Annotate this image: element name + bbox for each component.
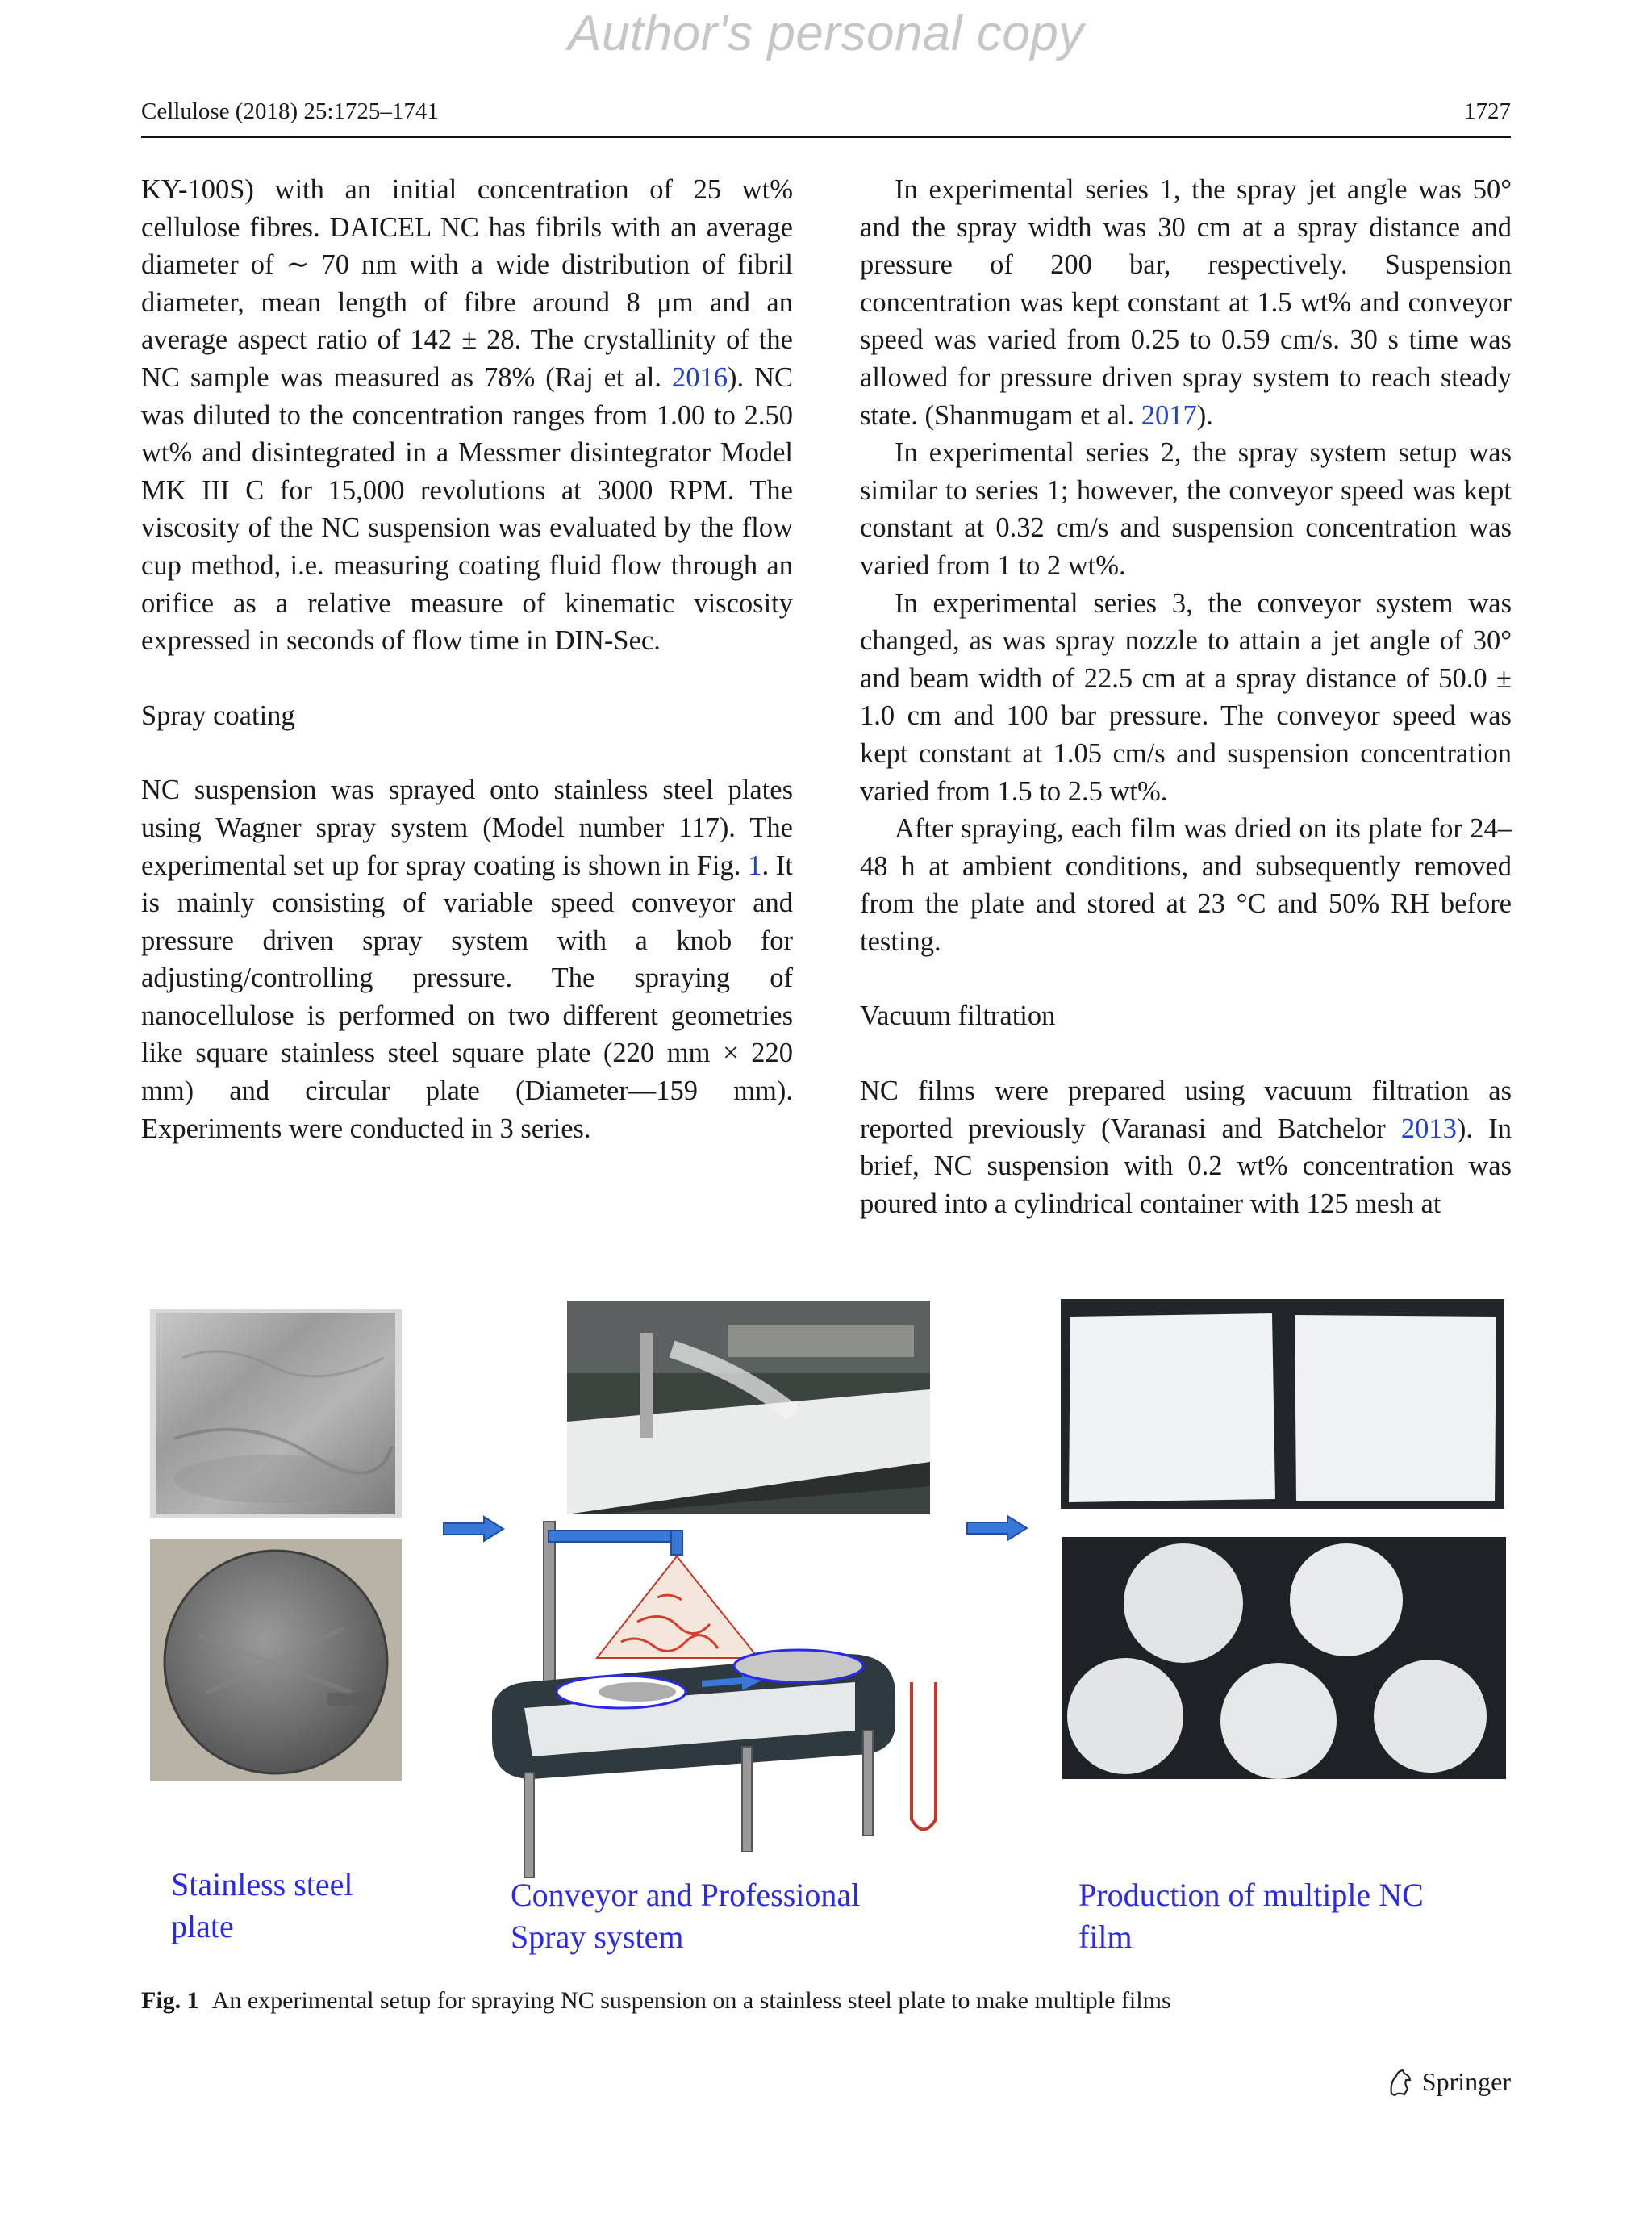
conveyor-diagram <box>476 1521 960 1884</box>
arrow-right-icon <box>966 1514 1030 1542</box>
circular-plate-photo <box>150 1539 402 1781</box>
publisher-name: Springer <box>1421 2067 1511 2096</box>
figure-1 <box>137 1287 1516 1973</box>
running-head <box>141 95 1511 138</box>
paragraph: In experimental series 3, the conveyor system was changed, as was spray nozzle to attain a jet angle of 30° and beam width of 22.5 cm at a spray distance of 50.0 ± 1.0 cm and 100 bar pressure. The conveyor speed was kept constant at 1.05 cm/s and suspension concentration varied from 1.5 to 2.5 wt%. <box>860 587 1512 807</box>
caption-label: Fig. 1 <box>141 1987 199 2014</box>
left-column <box>141 171 793 1147</box>
label-multiple-nc-film: Production of multiple NC film <box>1078 1877 1424 1955</box>
citation-link[interactable]: 2016 <box>671 361 728 393</box>
section-heading: Spray coating <box>141 700 295 731</box>
figure-link[interactable]: 1 <box>748 850 762 881</box>
square-films-photo <box>1061 1299 1504 1509</box>
right-column <box>860 171 1512 1222</box>
springer-horse-icon <box>1387 2068 1414 2097</box>
square-plate-photo <box>150 1309 402 1518</box>
publisher-logo <box>1387 2067 1511 2097</box>
section-heading: Vacuum filtration <box>860 1000 1056 1032</box>
page-number: 1727 <box>1464 98 1511 124</box>
circular-films-photo <box>1062 1537 1506 1779</box>
citation-link[interactable]: 2017 <box>1141 399 1197 431</box>
paragraph: In experimental series 1, the spray jet angle was 50° and the spray width was 30 cm at a spray distance and pressure of 200 bar, respectively. Suspension concentration was kept constant at 1.5 wt% and conveyor speed was varied from 0.25 to 0.59 cm/s. 30 s time was allowed for pressure driven spray system to reach steady state. (Shanmugam et al. 2017). <box>860 174 1512 431</box>
paragraph: In experimental series 2, the spray system setup was similar to series 1; however, the conveyor speed was kept constant at 0.32 cm/s and suspension concentration was varied from 1 to 2 wt%. <box>860 437 1512 581</box>
paragraph: KY-100S) with an initial concentration of 25 wt% cellulose fibres. DAICEL NC has fibrils with an average diameter of ∼ 70 nm with a wide distribution of fibril diameter, mean length of fibre around 8 μm and an average aspect ratio of 142 ± 28. The crystallinity of the NC sample was measured as 78% (Raj et al. 2016). NC was diluted to the concentration ranges from 1.00 to 2.50 wt% and disintegrated in a Messmer disintegrator Model MK III C for 15,000 revolutions at 3000 RPM. The viscosity of the NC suspension was evaluated by the flow cup method, i.e. measuring coating fluid flow through an orifice as a relative measure of kinematic viscosity expressed in seconds of flow time in DIN-Sec. <box>141 174 793 657</box>
citation-link[interactable]: 2013 <box>1400 1113 1457 1144</box>
label-conveyor-spray-system: Conveyor and Professional Spray system <box>511 1877 861 1955</box>
paragraph: NC suspension was sprayed onto stainless steel plates using Wagner spray system (Model number 117). The experimental set up for spray coating is shown in Fig. 1. It is mainly consisting of variable speed conveyor and pressure driven spray system with a knob for adjusting/controlling pressure. The spraying of nanocellulose is performed on two different geometries like square stainless steel square plate (220 mm × 220 mm) and circular plate (Diameter—159 mm). Experiments were conducted in 3 series. <box>141 775 793 1144</box>
caption-text: An experimental setup for spraying NC suspension on a stainless steel plate to make multiple films <box>211 1987 1171 2014</box>
paragraph: After spraying, each film was dried on its plate for 24–48 h at ambient conditions, and subsequently removed from the plate and stored at 23 °C and 50% RH before testing. <box>860 813 1512 957</box>
label-stainless-steel-plate: Stainless steel plate <box>171 1866 353 1944</box>
figure-caption <box>141 1985 1511 2017</box>
watermark: Author's personal copy <box>568 6 1084 61</box>
paragraph: NC films were prepared using vacuum filtration as reported previously (Varanasi and Batchelor 2013). In brief, NC suspension with 0.2 wt% concentration was poured into a cylindrical container with 125 mesh at <box>860 1075 1512 1219</box>
journal-citation: Cellulose (2018) 25:1725–1741 <box>141 98 439 124</box>
conveyor-photo <box>567 1301 930 1514</box>
